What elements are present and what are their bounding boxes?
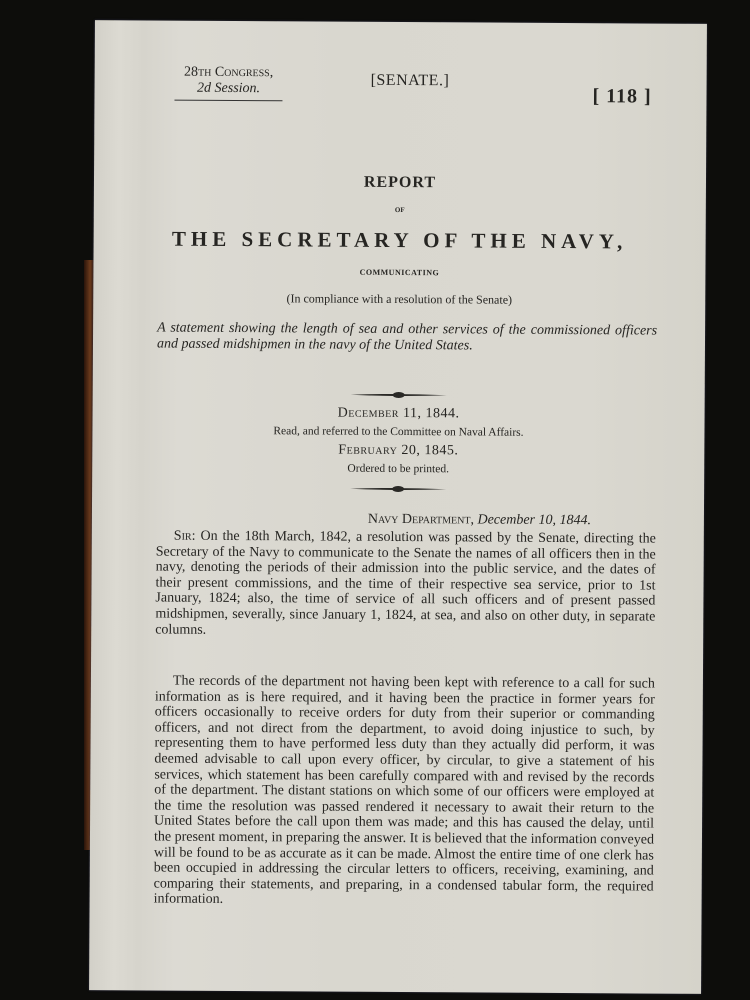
- document-number: [ 118 ]: [592, 85, 652, 108]
- referral-note: Read, and referred to the Committee on Naval Affairs.: [273, 425, 524, 439]
- letter-date: December 10, 1844.: [477, 512, 592, 529]
- session-label: 2d Session.: [174, 81, 282, 102]
- print-date: February 20, 1845.: [338, 442, 459, 459]
- report-heading: REPORT: [363, 173, 437, 192]
- salutation: Sir:: [173, 528, 196, 544]
- department-name: Navy Department,: [367, 511, 475, 528]
- of-label: OF: [394, 205, 405, 215]
- chamber-label: [SENATE.]: [370, 71, 450, 90]
- document-page: [89, 20, 707, 994]
- congress-label: 28th Congress,: [183, 64, 274, 81]
- letter-paragraph-2: [154, 674, 655, 911]
- statement-description: A statement showing the length of sea and other services of the commissioned officers and passed midshipmen in the navy of the United States.: [156, 320, 658, 354]
- ornament-divider-icon: [349, 390, 449, 401]
- read-date: December 11, 1844.: [337, 405, 460, 422]
- communicating-label: COMMUNICATING: [359, 267, 440, 278]
- ordered-note: Ordered to be printed.: [347, 462, 450, 476]
- paragraph-1-text: On the 18th March, 1842, a resolution was passed by the Senate, directing the Secretary of the Navy to communicate to the Senate the names of all officers then in the navy, denoting the periods of their admission into the public service, and the dates of their present commissions, and the time of their respective sea service, prior to 1st January, 1824; also, the time of service of all such officers and of present passed midshipmen, severally, since January 1, 1824, at sea, and also on other duty, in separate columns.: [155, 528, 656, 638]
- main-title: THE SECRETARY OF THE NAVY,: [171, 226, 628, 254]
- compliance-note: (In compliance with a resolution of the Senate): [286, 291, 513, 307]
- ornament-divider-icon: [348, 484, 448, 495]
- letter-paragraph-1: [155, 529, 656, 641]
- paragraph-2-text: The records of the department not having been kept with reference to a call for such information as is here required, and it having been the practice in former years for officers occasionally to receive orders for duty from their superior or commanding officers, and not direct from the department, to avoid doing injustice to such, by representing them to have performed less duty than they actually did perform, it was deemed advisable to call upon every officer, by circular, to give a statement of his services, which statement has been carefully compared with and revised by the records of the department. The distant stations on which some of our officers were employed at the time the resolution was passed rendered it necessary to await their return to the United States before the call upon them was made; and this has caused the delay, until the present moment, in preparing the answer. It is believed that the information conveyed will be found to be as accurate as it can be made. Almost the entire time of one clerk has been occupied in addressing the circular letters to officers, receiving, examining, and comparing their statements, and preparing, in a condensed tabular form, the required information.: [153, 673, 655, 908]
- letter-dateline: [368, 512, 591, 529]
- congress-session-label: [174, 65, 282, 102]
